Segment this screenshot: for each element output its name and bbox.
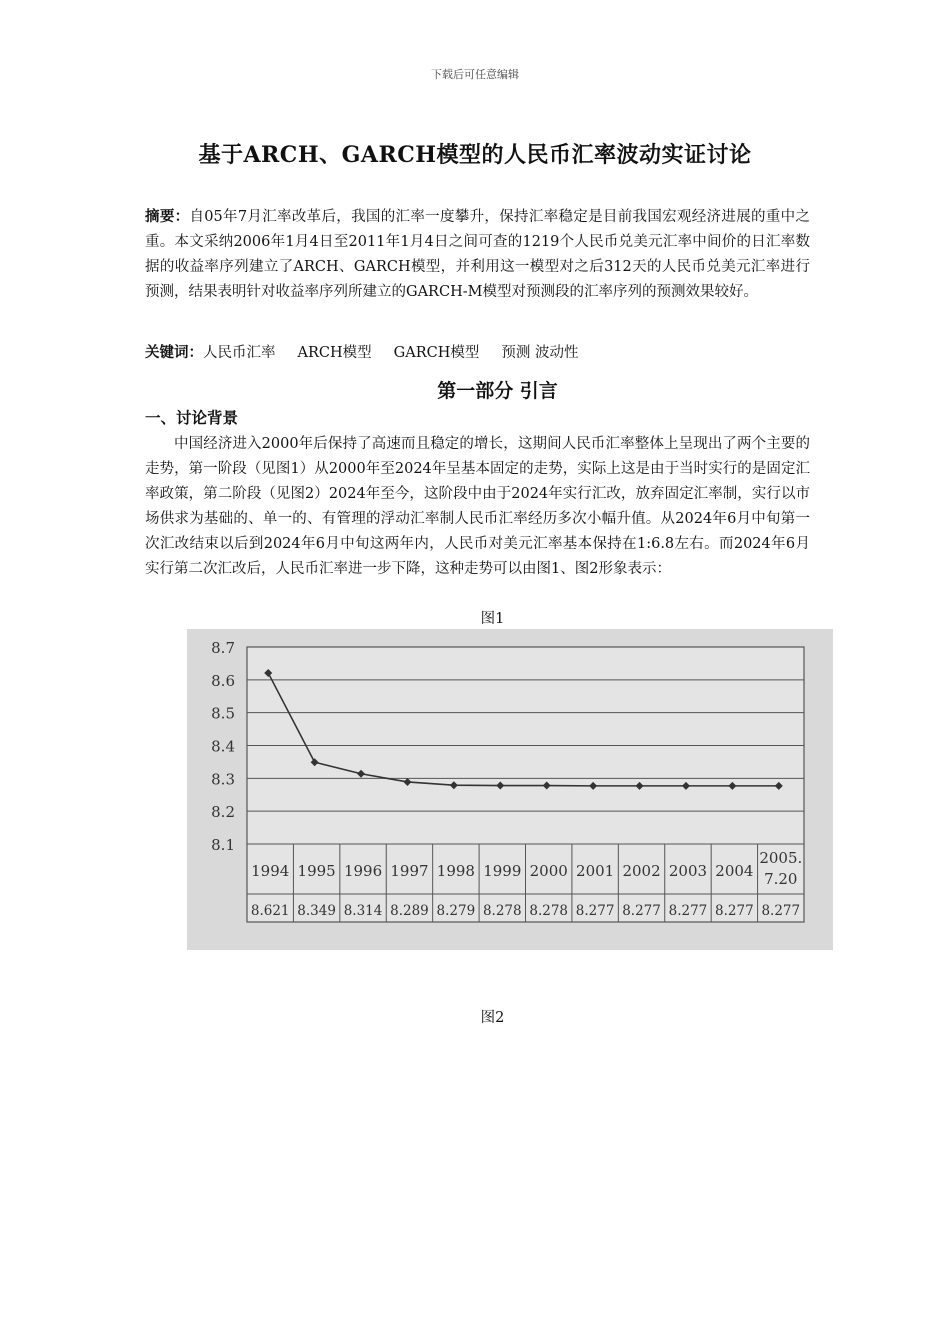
- x-tick-label: 1995: [297, 862, 336, 880]
- x-tick-label: 2000: [529, 862, 568, 880]
- data-value-label: 8.277: [622, 903, 661, 919]
- keywords: [145, 340, 810, 366]
- data-value-label: 8.278: [529, 903, 569, 919]
- data-value-label: 8.314: [343, 903, 383, 919]
- data-value-label: 8.349: [297, 903, 336, 919]
- keyword-item: 预测 波动性: [501, 345, 579, 361]
- keyword-item: 人民币汇率: [203, 345, 276, 361]
- x-tick-label: 2004: [715, 862, 754, 880]
- x-tick-label: 1997: [390, 862, 429, 880]
- y-tick-label: 8.5: [211, 704, 235, 723]
- data-value-label: 8.277: [761, 903, 801, 919]
- data-value-label: 8.621: [250, 903, 290, 919]
- x-tick-label: 1996: [343, 862, 383, 880]
- keywords-label: 关键词：: [145, 344, 203, 361]
- abstract-label: 摘要：: [145, 208, 190, 225]
- data-value-label: 8.277: [668, 903, 708, 919]
- y-tick-label: 8.3: [211, 770, 235, 789]
- x-tick-label: 1999: [483, 862, 522, 880]
- data-value-label: 8.277: [575, 903, 615, 919]
- keyword-item: GARCH模型: [393, 345, 480, 361]
- abstract: [145, 204, 810, 305]
- y-tick-label: 8.1: [211, 836, 235, 854]
- data-value-label: 8.278: [482, 903, 522, 919]
- body-paragraph: 中国经济进入2000年后保持了高速而且稳定的增长，这期间人民币汇率整体上呈现出了两个主要的走势，第一阶段（见图1）从2000年至2024年呈基本固定的走势，实际上这是由于当时实行的是固定汇率政策，第二阶段（见图2）2024年至今，这阶段中由于2024年实行汇改，放弃固定汇率制，实行以市场供求为基础的、单一的、有管理的浮动汇率制人民币汇率经历多次小幅升值。从2024年6月中旬第一次汇改结束以后到2024年6月中旬这两年内，人民币对美元汇率基本保持在1:6.8左右。而2024年6月实行第二次汇改后，人民币汇率进一步下降，这种走势可以由图1、图2形象表示：: [145, 436, 810, 577]
- x-tick-label: 2005.: [759, 849, 803, 867]
- y-tick-label: 8.6: [211, 671, 235, 690]
- keyword-item: ARCH模型: [297, 345, 372, 361]
- paper-title: 基于ARCH、GARCH模型的人民币汇率波动实证讨论: [198, 142, 752, 168]
- y-tick-label: 8.4: [211, 737, 235, 756]
- data-value-label: 8.277: [715, 903, 754, 919]
- data-value-label: 8.279: [436, 903, 476, 919]
- x-tick-label: 1998: [436, 862, 475, 880]
- figure1-chart: [187, 629, 833, 950]
- figure2-caption: 图2: [480, 1010, 505, 1026]
- exchange-rate-chart: [187, 629, 833, 950]
- x-tick-label: 2001: [576, 862, 615, 880]
- y-tick-label: 8.7: [211, 639, 235, 657]
- abstract-text: 自05年7月汇率改革后，我国的汇率一度攀升，保持汇率稳定是目前我国宏观经济进展的重中之重。本文采纳2006年1月4日至2011年1月4日之间可查的1219个人民币兑美元汇率中间价的日汇率数据的收益率序列建立了ARCH、GARCH模型，并利用这一模型对之后312天的人民币兑美元汇率进行预测，结果表明针对收益率序列所建立的GARCH-M模型对预测段的汇率序列的预测效果较好。: [145, 209, 810, 300]
- x-tick-label: 1994: [251, 862, 290, 880]
- y-tick-label: 8.2: [211, 803, 235, 822]
- x-tick-label: 7.20: [764, 870, 798, 888]
- x-tick-label: 2003: [668, 862, 708, 880]
- section-title: 一、讨论背景: [145, 408, 239, 427]
- data-value-label: 8.289: [390, 903, 429, 919]
- part-title: 第一部分 引言: [437, 380, 558, 402]
- header-note: 下载后可任意编辑: [431, 68, 519, 81]
- figure1-caption: 图1: [480, 611, 505, 627]
- x-tick-label: 2002: [622, 862, 661, 880]
